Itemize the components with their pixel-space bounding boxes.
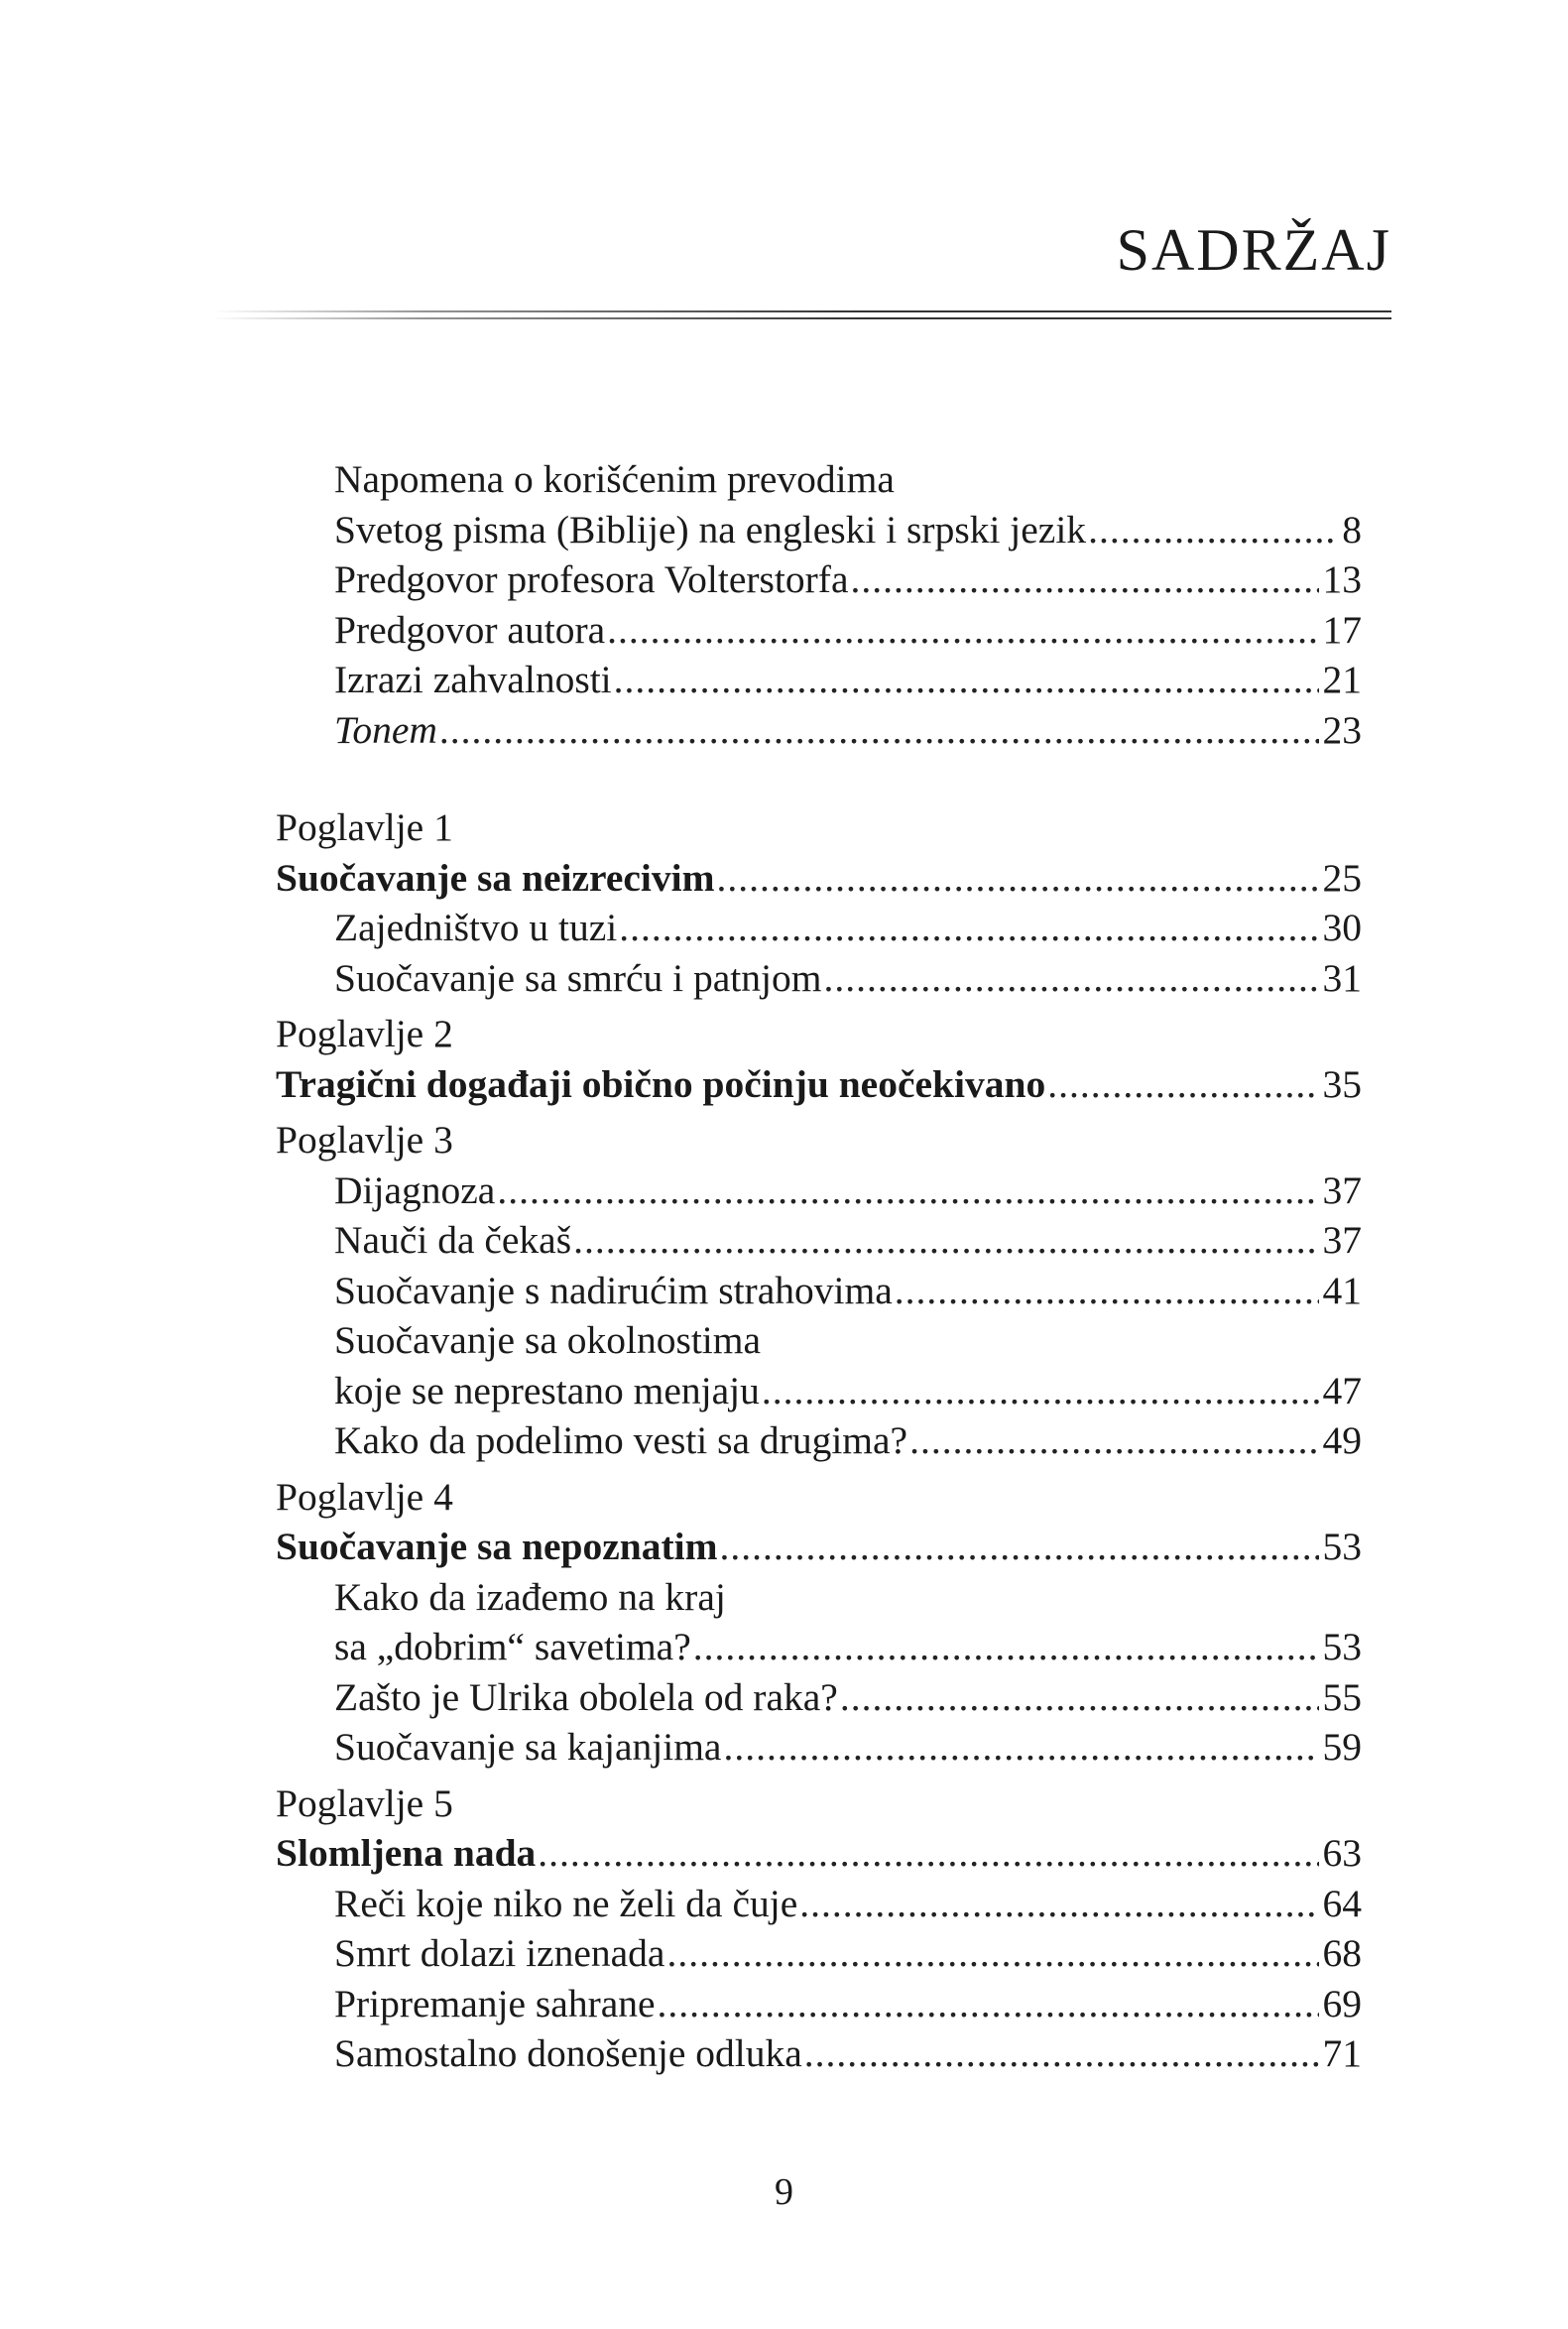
chapter-title: Suočavanje sa neizrecivim <box>276 855 715 900</box>
dot-leader <box>909 1415 1318 1466</box>
toc-entry-title: Kako da izađemo na kraj <box>334 1574 726 1619</box>
chapter-label-text: Poglavlje 3 <box>276 1118 453 1162</box>
toc-page-number: 31 <box>1322 955 1362 1000</box>
toc-entry-title: koje se neprestano menjaju <box>334 1368 760 1412</box>
chapter-label <box>276 1778 1362 1829</box>
dot-leader <box>823 953 1318 1004</box>
chapter-entry[interactable] <box>276 1828 1362 1879</box>
toc-entry-continuation <box>276 1315 1362 1366</box>
toc-page-number: 64 <box>1322 1881 1362 1925</box>
toc-page-number: 41 <box>1322 1268 1362 1312</box>
chapter-label <box>276 1009 1362 1059</box>
toc-page-number: 53 <box>1322 1625 1362 1668</box>
section-gap <box>276 755 1362 802</box>
dot-leader <box>666 1928 1318 1979</box>
toc-entry-title: Predgovor autora <box>334 607 606 652</box>
toc-entry-title: Zašto je Ulrika obolela od raka? <box>334 1674 838 1719</box>
toc-entry-title: Pripremanje sahrane <box>334 1981 656 2025</box>
toc-page-number: 13 <box>1322 557 1362 601</box>
toc-entry[interactable] <box>276 1879 1362 1929</box>
toc-entry-title: Predgovor profesora Volterstorfa <box>334 557 849 601</box>
toc-page-number: 55 <box>1322 1674 1362 1719</box>
toc-page-number: 69 <box>1322 1981 1362 2025</box>
chapter-label-text: Poglavlje 5 <box>276 1780 453 1825</box>
dot-leader <box>895 1266 1319 1316</box>
dot-leader <box>762 1366 1319 1416</box>
toc-page-number: 37 <box>1322 1167 1362 1212</box>
toc-page-number: 35 <box>1322 1061 1362 1106</box>
toc-entry-title: Suočavanje sa okolnostima <box>334 1318 762 1362</box>
chapter-title: Tragični događaji obično počinju neočekivano <box>276 1061 1046 1106</box>
chapter-title: Suočavanje sa nepoznatim <box>276 1525 718 1568</box>
toc-entry[interactable] <box>276 655 1362 705</box>
chapter-label <box>276 802 1362 853</box>
toc-entry-title: Izrazi zahvalnosti <box>334 658 612 701</box>
table-of-contents <box>276 454 1362 2079</box>
dot-leader <box>607 605 1318 656</box>
toc-page-number: 30 <box>1322 906 1362 949</box>
page-number: 9 <box>775 2171 793 2213</box>
toc-entry[interactable] <box>276 1266 1362 1316</box>
toc-page-number: 25 <box>1322 855 1362 900</box>
chapter-title: Slomljena nada <box>276 1831 537 1875</box>
toc-entry[interactable] <box>276 1165 1362 1216</box>
toc-page-number: 23 <box>1322 707 1362 752</box>
toc-entry[interactable] <box>276 1215 1362 1266</box>
toc-page-number: 53 <box>1322 1525 1362 1568</box>
toc-entry[interactable] <box>276 1979 1362 2029</box>
toc-entry-title: Suočavanje sa smrću i patnjom <box>334 955 822 1000</box>
toc-page-number: 49 <box>1322 1418 1362 1462</box>
toc-entry-title: Kako da podelimo vesti sa drugima? <box>334 1418 908 1462</box>
toc-entry[interactable] <box>276 554 1362 605</box>
toc-entry[interactable] <box>276 1366 1362 1416</box>
toc-page-number: 21 <box>1322 658 1362 701</box>
dot-leader <box>573 1215 1318 1266</box>
rule-line-bottom <box>213 317 1391 319</box>
toc-entry-title: Zajedništvo u tuzi <box>334 906 618 949</box>
toc-entry-title: sa „dobrim“ savetima? <box>334 1625 691 1668</box>
dot-leader <box>840 1672 1319 1723</box>
toc-entry[interactable] <box>276 1928 1362 1979</box>
toc-entry-title: Tonem <box>334 707 437 752</box>
toc-entry-title: Napomena o korišćenim prevodima <box>334 457 895 501</box>
chapter-label <box>276 1115 1362 1165</box>
dot-leader <box>723 1722 1318 1773</box>
toc-entry-title: Samostalno donošenje odluka <box>334 2031 802 2075</box>
chapter-label-text: Poglavlje 1 <box>276 805 453 849</box>
chapter-entry[interactable] <box>276 1059 1362 1110</box>
toc-entry-title: Suočavanje sa kajanjima <box>334 1725 722 1769</box>
dot-leader <box>1088 505 1338 555</box>
toc-page-number: 71 <box>1322 2031 1362 2075</box>
chapter-entry[interactable] <box>276 853 1362 904</box>
rule-line-top <box>213 310 1391 312</box>
toc-entry-continuation <box>276 454 1362 505</box>
dot-leader <box>720 1522 1319 1572</box>
toc-page-number: 59 <box>1322 1725 1362 1769</box>
toc-entry-title: Reči koje niko ne želi da čuje <box>334 1881 798 1925</box>
dot-leader <box>614 655 1319 705</box>
toc-entry-title: Nauči da čekaš <box>334 1218 572 1262</box>
dot-leader <box>538 1828 1318 1879</box>
toc-entry[interactable] <box>276 953 1362 1004</box>
toc-page-number: 63 <box>1322 1831 1362 1875</box>
dot-leader <box>439 705 1319 756</box>
dot-leader <box>799 1879 1318 1929</box>
page-title: SADRŽAJ <box>1116 217 1391 283</box>
toc-entry[interactable] <box>276 2028 1362 2079</box>
dot-leader <box>851 554 1319 605</box>
chapter-label <box>276 1472 1362 1523</box>
toc-entry[interactable] <box>276 1672 1362 1723</box>
toc-page-number: 68 <box>1322 1931 1362 1975</box>
toc-entry-title: Suočavanje s nadirućim strahovima <box>334 1268 893 1312</box>
dot-leader <box>497 1165 1318 1216</box>
dot-leader <box>1047 1059 1318 1110</box>
chapter-label-text: Poglavlje 2 <box>276 1012 453 1055</box>
dot-leader <box>804 2028 1319 2079</box>
toc-entry-title: Svetog pisma (Biblije) na engleski i srpski jezik <box>334 507 1087 552</box>
toc-entry-title: Dijagnoza <box>334 1167 496 1212</box>
toc-page-number: 37 <box>1322 1218 1362 1262</box>
dot-leader <box>619 903 1318 953</box>
dot-leader <box>717 853 1319 904</box>
toc-entry-continuation <box>276 1572 1362 1623</box>
chapter-label-text: Poglavlje 4 <box>276 1474 453 1519</box>
toc-entry[interactable] <box>276 1415 1362 1466</box>
toc-page-number: 17 <box>1322 607 1362 652</box>
toc-entry[interactable] <box>276 705 1362 756</box>
toc-entry[interactable] <box>276 1622 1362 1672</box>
toc-page-number: 47 <box>1322 1368 1362 1412</box>
dot-leader <box>693 1622 1319 1672</box>
toc-entry[interactable] <box>276 505 1362 555</box>
toc-page-number: 8 <box>1342 507 1362 552</box>
toc-entry[interactable] <box>276 903 1362 953</box>
dot-leader <box>658 1979 1319 2029</box>
toc-entry-title: Smrt dolazi iznenada <box>334 1931 665 1975</box>
chapter-entry[interactable] <box>276 1522 1362 1572</box>
heading-rule <box>213 310 1391 320</box>
toc-entry[interactable] <box>276 1722 1362 1773</box>
toc-entry[interactable] <box>276 605 1362 656</box>
